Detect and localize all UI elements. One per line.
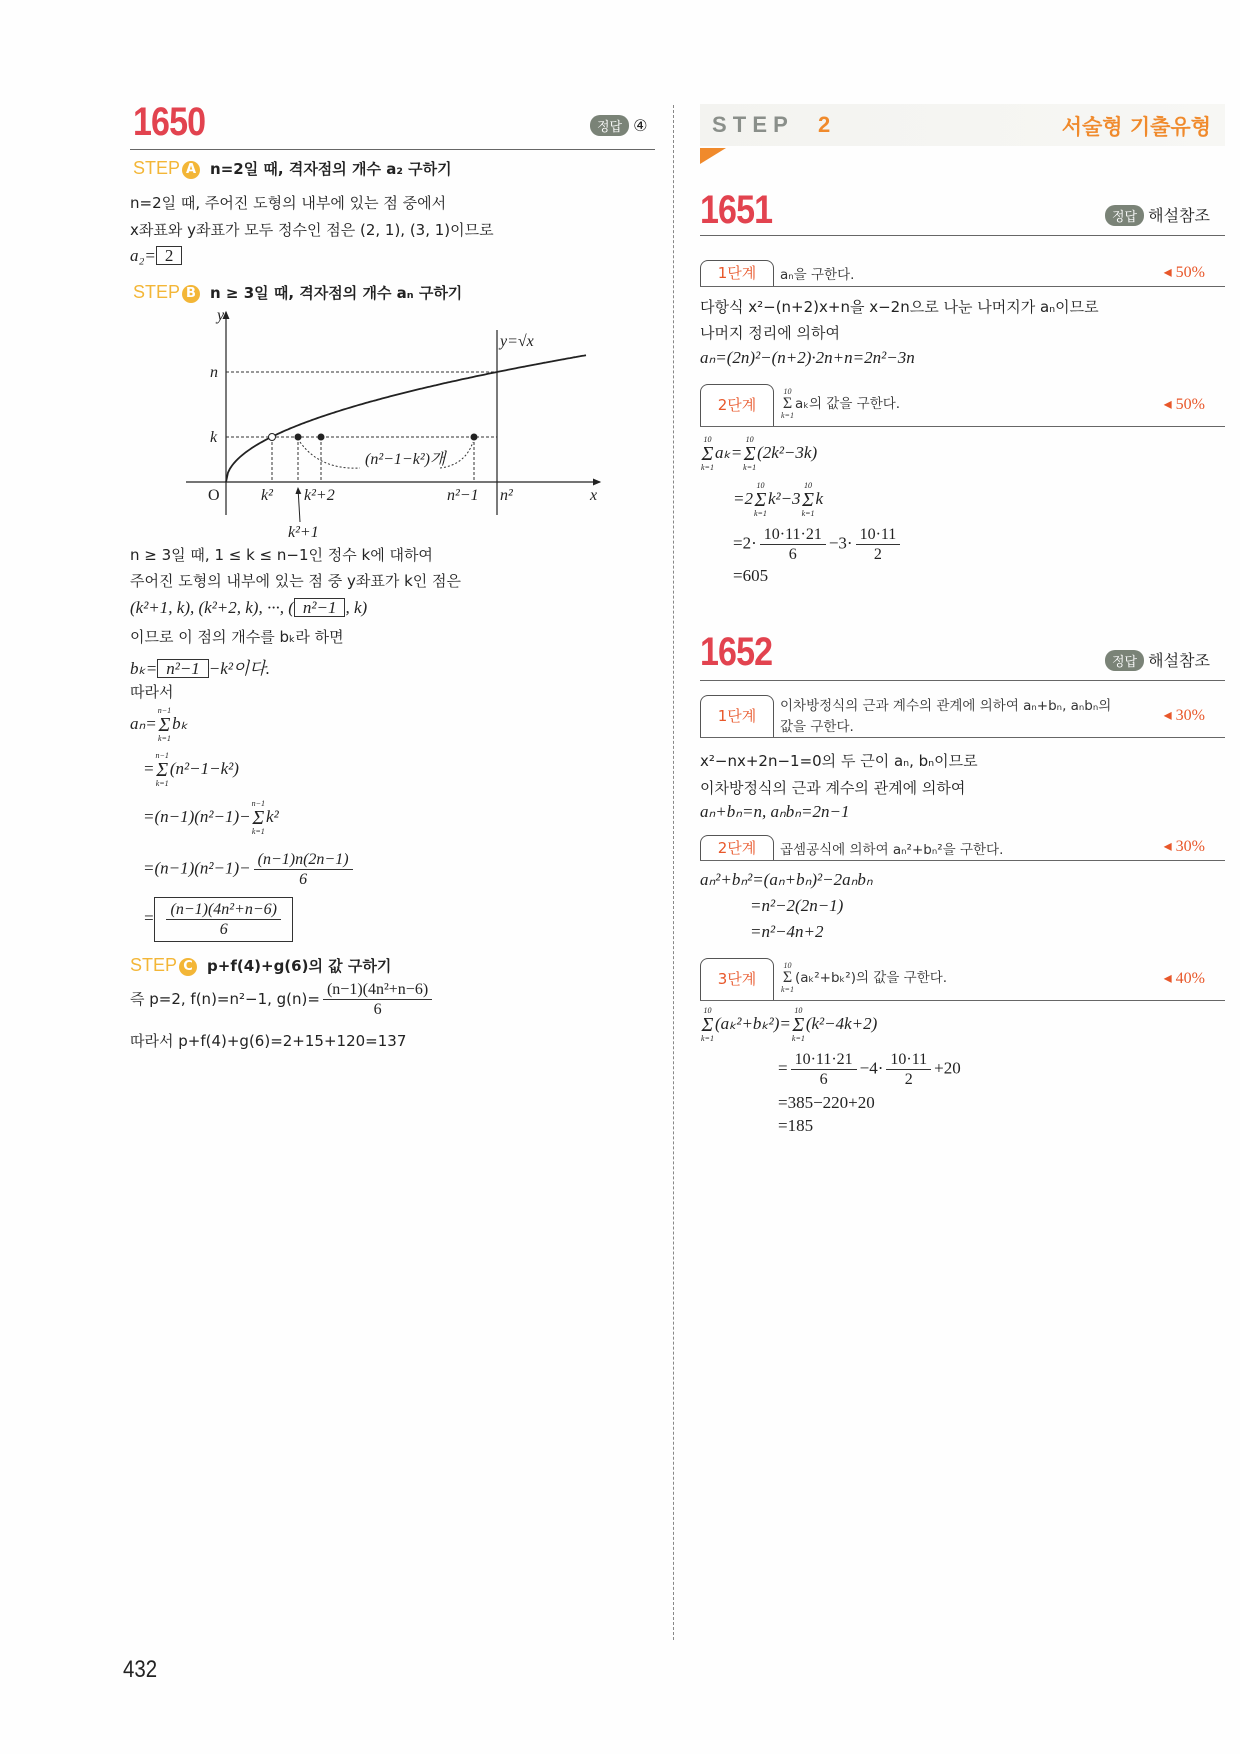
sigma-upper: 10 bbox=[756, 481, 765, 490]
n-label: n bbox=[210, 364, 218, 381]
desc-text: 이차방정식의 근과 계수의 관계에 의하여 aₙ+bₙ, aₙbₙ의 bbox=[780, 698, 1112, 714]
pointer-arrow bbox=[298, 488, 300, 522]
answer-box: 2 bbox=[156, 246, 183, 265]
divider bbox=[130, 149, 655, 150]
sigma-upper: 10 bbox=[703, 435, 712, 444]
sigma-upper: 10 bbox=[745, 435, 754, 444]
sigma-lower: k=1 bbox=[157, 734, 171, 743]
sigma-upper: 10 bbox=[794, 1006, 803, 1015]
numerator: (n−1)(4n²+n−6) bbox=[323, 980, 432, 1000]
n2-label: n² bbox=[500, 487, 513, 504]
score-value: 30% bbox=[1175, 707, 1205, 724]
step-title: n=2일 때, 격자점의 개수 a₂ 구하기 bbox=[210, 160, 452, 178]
desc-text: aₖ의 값을 구한다. bbox=[794, 396, 901, 412]
answer-box bbox=[154, 897, 293, 942]
equation bbox=[143, 850, 356, 889]
answer-box: n²−1 bbox=[294, 598, 346, 617]
stage-2 bbox=[700, 833, 1225, 861]
sigma-upper: n−1 bbox=[155, 751, 169, 760]
y-axis-label: y bbox=[217, 307, 225, 324]
sigma-lower: k=1 bbox=[701, 463, 714, 472]
sigma-lower: k=1 bbox=[781, 985, 794, 994]
sigma: 10 Σ k=1 bbox=[791, 1006, 805, 1043]
eq-text: +20 bbox=[934, 1058, 961, 1078]
desc-text: 값을 구한다. bbox=[780, 719, 854, 735]
sigma-upper: 10 bbox=[783, 961, 792, 970]
fraction bbox=[791, 1050, 857, 1089]
equation bbox=[143, 752, 239, 788]
equation: =n²−4n+2 bbox=[750, 922, 824, 941]
k-label: k bbox=[210, 429, 218, 446]
stage-score: ◂ 30% bbox=[1163, 707, 1205, 724]
eq-text: bₖ bbox=[172, 713, 188, 733]
sigma-lower: k=1 bbox=[701, 1034, 714, 1043]
equation bbox=[130, 246, 182, 266]
step-a-heading bbox=[133, 158, 452, 179]
eq-text: a₂= bbox=[130, 246, 156, 265]
sigma-upper: n−1 bbox=[157, 706, 172, 715]
score-value: 50% bbox=[1175, 264, 1205, 281]
page-number: 432 bbox=[123, 1656, 158, 1683]
stage-tag: 3단계 bbox=[700, 958, 774, 1000]
equation: aₙ²+bₙ²=(aₙ+bₙ)²−2aₙbₙ bbox=[700, 870, 873, 889]
equation: =n²−2(2n−1) bbox=[750, 896, 844, 915]
eq-text: k bbox=[815, 488, 824, 508]
equation: =605 bbox=[733, 566, 769, 585]
equation bbox=[130, 980, 435, 1019]
step-c-heading bbox=[130, 955, 391, 976]
sigma: n−1 Σ k=1 bbox=[157, 706, 172, 743]
eq-text: =2· bbox=[733, 533, 757, 553]
stage-tag: 1단계 bbox=[700, 695, 774, 737]
step-title: p+f(4)+g(6)의 값 구하기 bbox=[207, 957, 392, 975]
equation bbox=[130, 654, 270, 679]
stage-desc: aₙ을 구한다. bbox=[780, 267, 855, 283]
eq-text: =2 bbox=[733, 488, 753, 508]
divider bbox=[700, 680, 1225, 681]
text-line: n=2일 때, 주어진 도형의 내부에 있는 점 중에서 bbox=[130, 194, 447, 212]
eq-text: k² bbox=[266, 806, 279, 826]
count-brace-left bbox=[300, 442, 360, 468]
eq-text: = bbox=[143, 908, 155, 928]
eq-text: −k²이다. bbox=[208, 659, 271, 678]
stage-desc bbox=[780, 388, 900, 420]
sigma-lower: k=1 bbox=[743, 463, 757, 472]
sigma-lower: k=1 bbox=[155, 779, 169, 788]
fraction bbox=[886, 1050, 931, 1089]
sigma-lower: k=1 bbox=[251, 827, 265, 836]
stage-desc: 곱셈공식에 의하여 aₙ²+bₙ²을 구한다. bbox=[780, 842, 1004, 858]
text-line: 이므로 이 점의 개수를 bₖ라 하면 bbox=[130, 628, 344, 646]
eq-text: = bbox=[778, 1058, 788, 1078]
text-line: n ≥ 3일 때, 1 ≤ k ≤ n−1인 정수 k에 대하여 bbox=[130, 546, 433, 564]
count-label: (n²−1−k²)개 bbox=[365, 451, 446, 468]
sigma-lower: k=1 bbox=[781, 411, 794, 420]
step-word: S T E P bbox=[712, 112, 788, 137]
equation: =385−220+20 bbox=[778, 1093, 875, 1112]
fraction bbox=[323, 980, 432, 1019]
answer-value: 해설참조 bbox=[1148, 206, 1210, 225]
fraction bbox=[254, 850, 353, 889]
stage-tag: 2단계 bbox=[700, 384, 774, 426]
stage-desc bbox=[780, 696, 1111, 738]
x-axis-label: x bbox=[590, 487, 598, 504]
answer-badge: 정답 bbox=[590, 115, 629, 136]
sigma-upper: 10 bbox=[703, 1006, 712, 1015]
step-number: 2 bbox=[818, 112, 831, 137]
lattice-point bbox=[471, 434, 478, 441]
equation bbox=[700, 436, 817, 472]
eq-text: −3· bbox=[828, 533, 853, 553]
problem-number: 1650 bbox=[133, 100, 206, 144]
problem-number: 1652 bbox=[700, 630, 773, 674]
equation bbox=[733, 482, 823, 518]
text-line: 주어진 도형의 내부에 있는 점 중 y좌표가 k인 점은 bbox=[130, 572, 462, 590]
stage-desc bbox=[780, 962, 947, 994]
sigma: 10 Σ k=1 bbox=[781, 387, 794, 420]
text-line: 다항식 x²−(n+2)x+n을 x−2n으로 나눈 나머지가 aₙ이므로 bbox=[700, 298, 1099, 316]
equation bbox=[130, 707, 188, 743]
k2-label: k² bbox=[261, 487, 273, 504]
eq-text: =(n−1)(n²−1)− bbox=[143, 858, 251, 878]
text-line: 나머지 정리에 의하여 bbox=[700, 324, 840, 342]
eq-text: = bbox=[143, 758, 155, 778]
stage-2 bbox=[700, 382, 1225, 427]
fraction bbox=[166, 900, 281, 939]
eq-text: (n²−1−k²) bbox=[169, 758, 239, 778]
sigma: n−1 Σ k=1 bbox=[155, 751, 169, 788]
text-line: 이차방정식의 근과 계수의 관계에 의하여 bbox=[700, 779, 966, 797]
sigma: 10 Σ k=1 bbox=[701, 1006, 714, 1043]
equation bbox=[778, 1050, 961, 1089]
equation: aₙ+bₙ=n, aₙbₙ=2n−1 bbox=[700, 802, 850, 821]
score-value: 40% bbox=[1175, 970, 1205, 987]
eq-text: bₖ= bbox=[130, 659, 158, 678]
lattice-point bbox=[318, 434, 325, 441]
desc-text: (aₖ²+bₖ²)의 값을 구한다. bbox=[794, 970, 948, 986]
step-title: n ≥ 3일 때, 격자점의 개수 aₙ 구하기 bbox=[210, 284, 463, 302]
denominator: 2 bbox=[873, 546, 882, 563]
denominator: 6 bbox=[819, 1071, 828, 1088]
denominator: 6 bbox=[299, 871, 308, 888]
fraction bbox=[760, 525, 826, 564]
answer-badge: 정답 bbox=[1105, 650, 1144, 671]
problem-number: 1651 bbox=[700, 188, 773, 232]
eq-text: (2k²−3k) bbox=[757, 442, 818, 462]
eq-text: =(n−1)(n²−1)− bbox=[143, 806, 251, 826]
equation bbox=[130, 598, 367, 618]
stage-1 bbox=[700, 258, 1225, 287]
numerator: (n−1)n(2n−1) bbox=[254, 850, 353, 870]
answer-badge: 정답 bbox=[1105, 205, 1144, 226]
stage-3 bbox=[700, 956, 1225, 1001]
origin-label: O bbox=[208, 487, 220, 504]
k2p2-label: k²+2 bbox=[304, 487, 335, 504]
step-letter-icon: A bbox=[182, 161, 200, 179]
eq-text: (k²−4k+2) bbox=[805, 1013, 878, 1033]
step-letter-icon: B bbox=[182, 285, 200, 303]
numerator: 10·11 bbox=[886, 1050, 931, 1070]
score-value: 50% bbox=[1175, 396, 1205, 413]
numerator: 10·11·21 bbox=[791, 1050, 857, 1070]
denominator: 6 bbox=[788, 546, 797, 563]
corner-triangle-icon bbox=[700, 148, 726, 164]
eq-text: 즉 p=2, f(n)=n²−1, g(n)= bbox=[130, 990, 320, 1008]
divider bbox=[700, 235, 1225, 236]
column-divider bbox=[673, 105, 674, 1640]
stage-score: ◂ 50% bbox=[1163, 396, 1205, 413]
eq-text: aₖ= bbox=[714, 442, 743, 462]
text-line: x²−nx+2n−1=0의 두 근이 aₙ, bₙ이므로 bbox=[700, 752, 978, 770]
sigma-upper: n−1 bbox=[251, 799, 266, 808]
stage-score: ◂ 50% bbox=[1163, 264, 1205, 281]
sigma-upper: 10 bbox=[783, 387, 792, 396]
eq-text: k²−3 bbox=[767, 488, 801, 508]
text-line: x좌표와 y좌표가 모두 정수인 점은 (2, 1), (3, 1)이므로 bbox=[130, 221, 494, 239]
lattice-graph bbox=[120, 300, 620, 545]
sigma: 10 Σ k=1 bbox=[801, 481, 815, 518]
lattice-point bbox=[295, 434, 302, 441]
sigma: 10 Σ k=1 bbox=[701, 435, 714, 472]
stage-tag: 2단계 bbox=[700, 835, 774, 860]
equation bbox=[733, 525, 903, 564]
sigma-lower: k=1 bbox=[801, 509, 815, 518]
step-label: STEP bbox=[133, 282, 181, 302]
numerator: 10·11 bbox=[856, 525, 901, 545]
answer-area bbox=[1105, 648, 1210, 671]
sigma-lower: k=1 bbox=[753, 509, 767, 518]
eq-text: (k²+1, k), (k²+2, k), ···, ( bbox=[130, 598, 294, 617]
sigma: 10 Σ k=1 bbox=[781, 961, 794, 994]
equation bbox=[143, 800, 279, 836]
answer-area bbox=[590, 115, 647, 136]
score-value: 30% bbox=[1175, 838, 1205, 855]
section-title: 서술형 기출유형 bbox=[1061, 115, 1211, 139]
step-label: STEP bbox=[133, 158, 181, 178]
open-point bbox=[269, 434, 276, 441]
eq-text: , k) bbox=[345, 598, 368, 617]
numerator: 10·11·21 bbox=[760, 525, 826, 545]
equation bbox=[700, 1007, 877, 1043]
stage-score: ◂ 30% bbox=[1163, 838, 1205, 855]
step-label: STEP bbox=[130, 955, 178, 975]
answer-value: 해설참조 bbox=[1148, 651, 1210, 670]
equation: =185 bbox=[778, 1116, 814, 1135]
sigma: 10 Σ k=1 bbox=[753, 481, 767, 518]
text-line: 따라서 p+f(4)+g(6)=2+15+120=137 bbox=[130, 1032, 407, 1050]
fraction bbox=[856, 525, 901, 564]
step-letter-icon: C bbox=[179, 958, 197, 976]
denominator: 6 bbox=[219, 921, 228, 938]
text-line: 따라서 bbox=[130, 683, 174, 701]
equation: aₙ=(2n)²−(n+2)·2n+n=2n²−3n bbox=[700, 348, 915, 367]
equation bbox=[143, 897, 293, 942]
section-header bbox=[700, 104, 1225, 146]
k2p1-label: k²+1 bbox=[288, 524, 319, 541]
sigma: 10 Σ k=1 bbox=[743, 435, 757, 472]
stage-1 bbox=[700, 693, 1225, 738]
eq-text: (aₖ²+bₖ²)= bbox=[714, 1013, 791, 1033]
sigma: n−1 Σ k=1 bbox=[251, 799, 266, 836]
denominator: 6 bbox=[373, 1001, 382, 1018]
answer-box: n²−1 bbox=[157, 659, 209, 678]
denominator: 2 bbox=[904, 1071, 913, 1088]
eq-text: −4· bbox=[859, 1058, 884, 1078]
n2m1-label: n²−1 bbox=[447, 487, 479, 504]
eq-text: aₙ= bbox=[130, 713, 157, 733]
numerator: (n−1)(4n²+n−6) bbox=[166, 900, 281, 920]
stage-score: ◂ 40% bbox=[1163, 970, 1205, 987]
sigma-lower: k=1 bbox=[791, 1034, 805, 1043]
answer-value: ④ bbox=[633, 116, 648, 135]
sigma-upper: 10 bbox=[804, 481, 813, 490]
curve-label: y=√x bbox=[500, 333, 534, 350]
stage-tag: 1단계 bbox=[700, 260, 774, 286]
answer-area bbox=[1105, 203, 1210, 226]
